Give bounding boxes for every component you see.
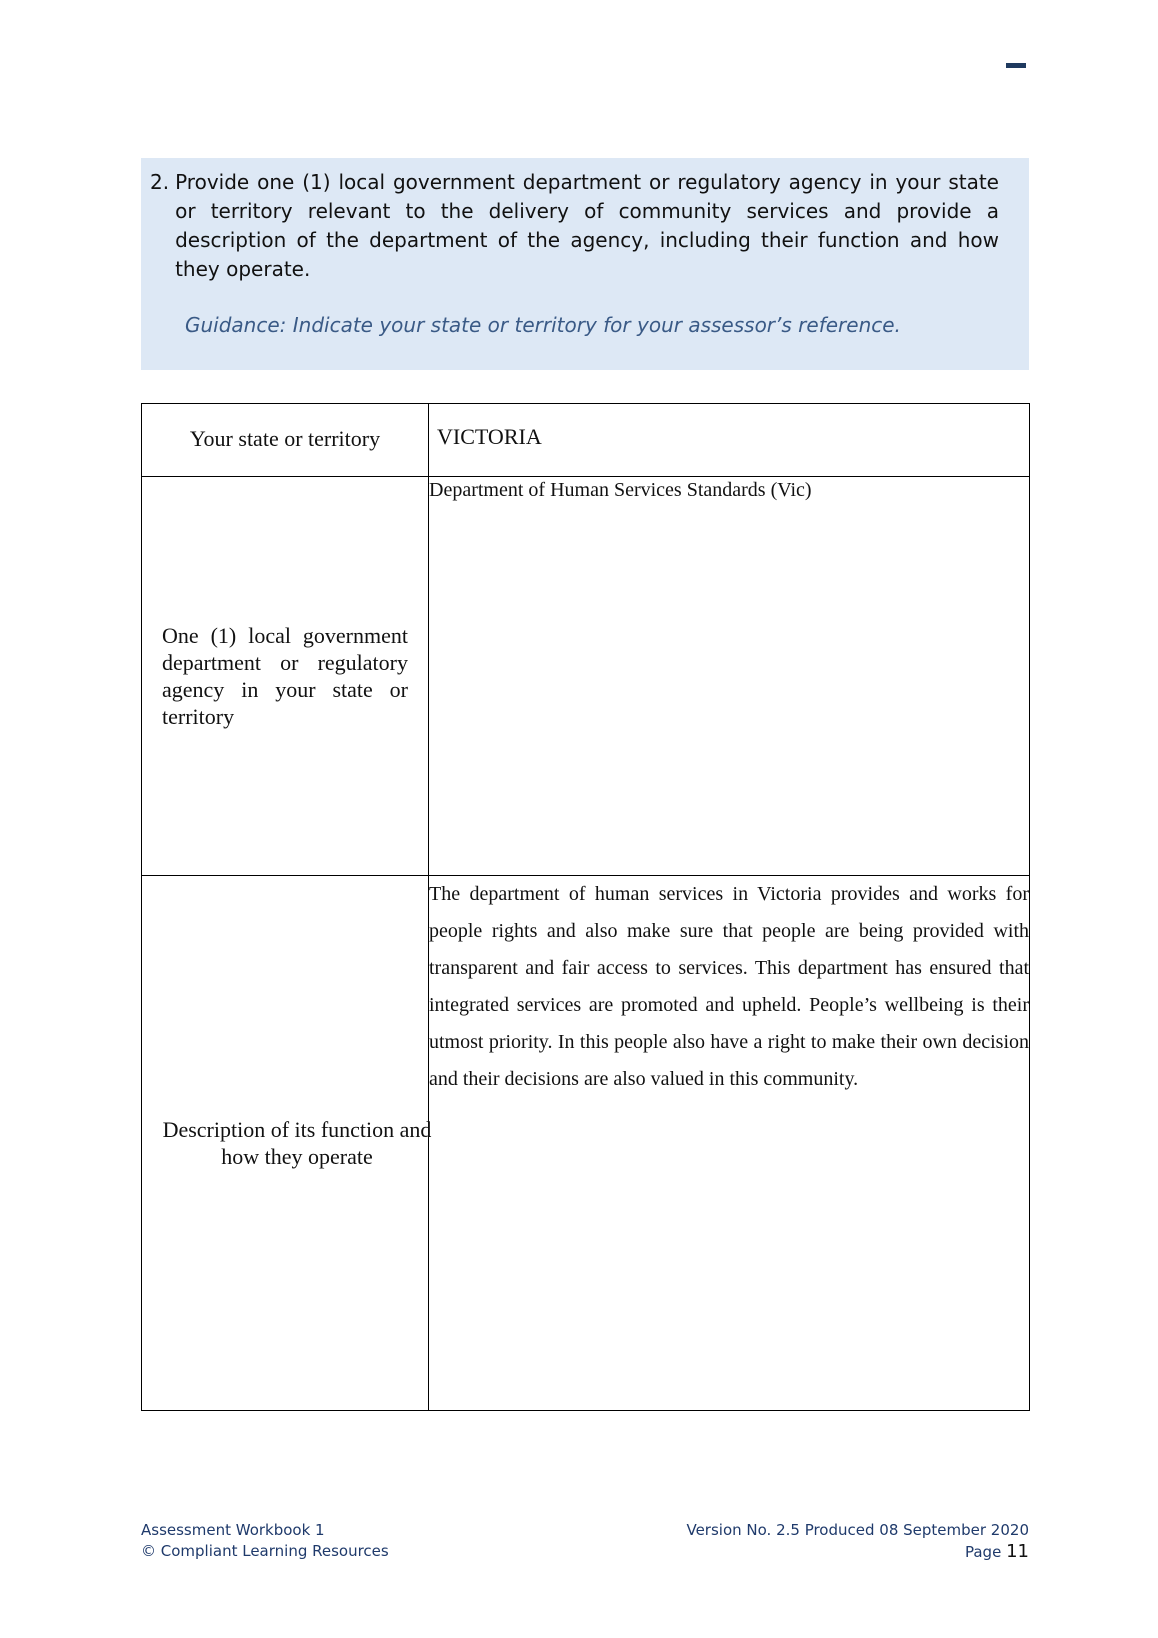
description-label: Description of its function and how they operate	[162, 1117, 432, 1169]
description-value-cell[interactable]	[429, 876, 1030, 1411]
description-text: The department of human services in Victoria provides and works for people rights and also make sure that people are being provided with transparent and fair access to services. This department has ensured that integrated services are promoted and upheld. People’s wellbeing is their utmost priority. In this people also have a right to make their own decision and their decisions are also valued in this community.	[429, 883, 1029, 1090]
question-number: 2.	[150, 170, 170, 194]
question-text	[150, 168, 999, 284]
footer-right	[686, 1520, 1029, 1563]
agency-name: Department of Human Services Standards (Vic)	[429, 479, 812, 501]
agency-label-cell	[142, 477, 429, 876]
description-label-cell	[142, 876, 432, 1411]
guidance-text: Guidance: Indicate your state or territory for your assessor’s reference.	[185, 313, 901, 337]
footer-page-label: Page	[964, 1543, 1002, 1561]
agency-label: One (1) local government department or regulatory agency in your state or territory	[162, 623, 408, 729]
footer-copyright: © Compliant Learning Resources	[141, 1542, 389, 1560]
state-label-cell	[142, 404, 429, 477]
state-value-cell[interactable]	[429, 404, 1030, 477]
footer-left	[141, 1520, 389, 1562]
question-box	[141, 158, 1029, 370]
table-row-agency	[142, 477, 1030, 876]
table-row-description	[142, 876, 1030, 1411]
footer-page	[686, 1541, 1029, 1563]
question-body: Provide one (1) local government department or regulatory agency in your state or territory relevant to the delivery of community services and provide a description of the department of the agency, including their function and how they operate.	[175, 170, 999, 281]
footer-workbook: Assessment Workbook 1	[141, 1521, 325, 1539]
footer-version: Version No. 2.5 Produced 08 September 2020	[686, 1521, 1029, 1539]
footer-page-number: 11	[1006, 1541, 1029, 1562]
state-value: VICTORIA	[437, 424, 542, 449]
answer-table	[141, 403, 1030, 1411]
state-label: Your state or territory	[189, 426, 381, 451]
header-mark	[1006, 63, 1026, 68]
agency-value-cell[interactable]	[429, 477, 1030, 876]
table-row-state	[142, 404, 1030, 477]
